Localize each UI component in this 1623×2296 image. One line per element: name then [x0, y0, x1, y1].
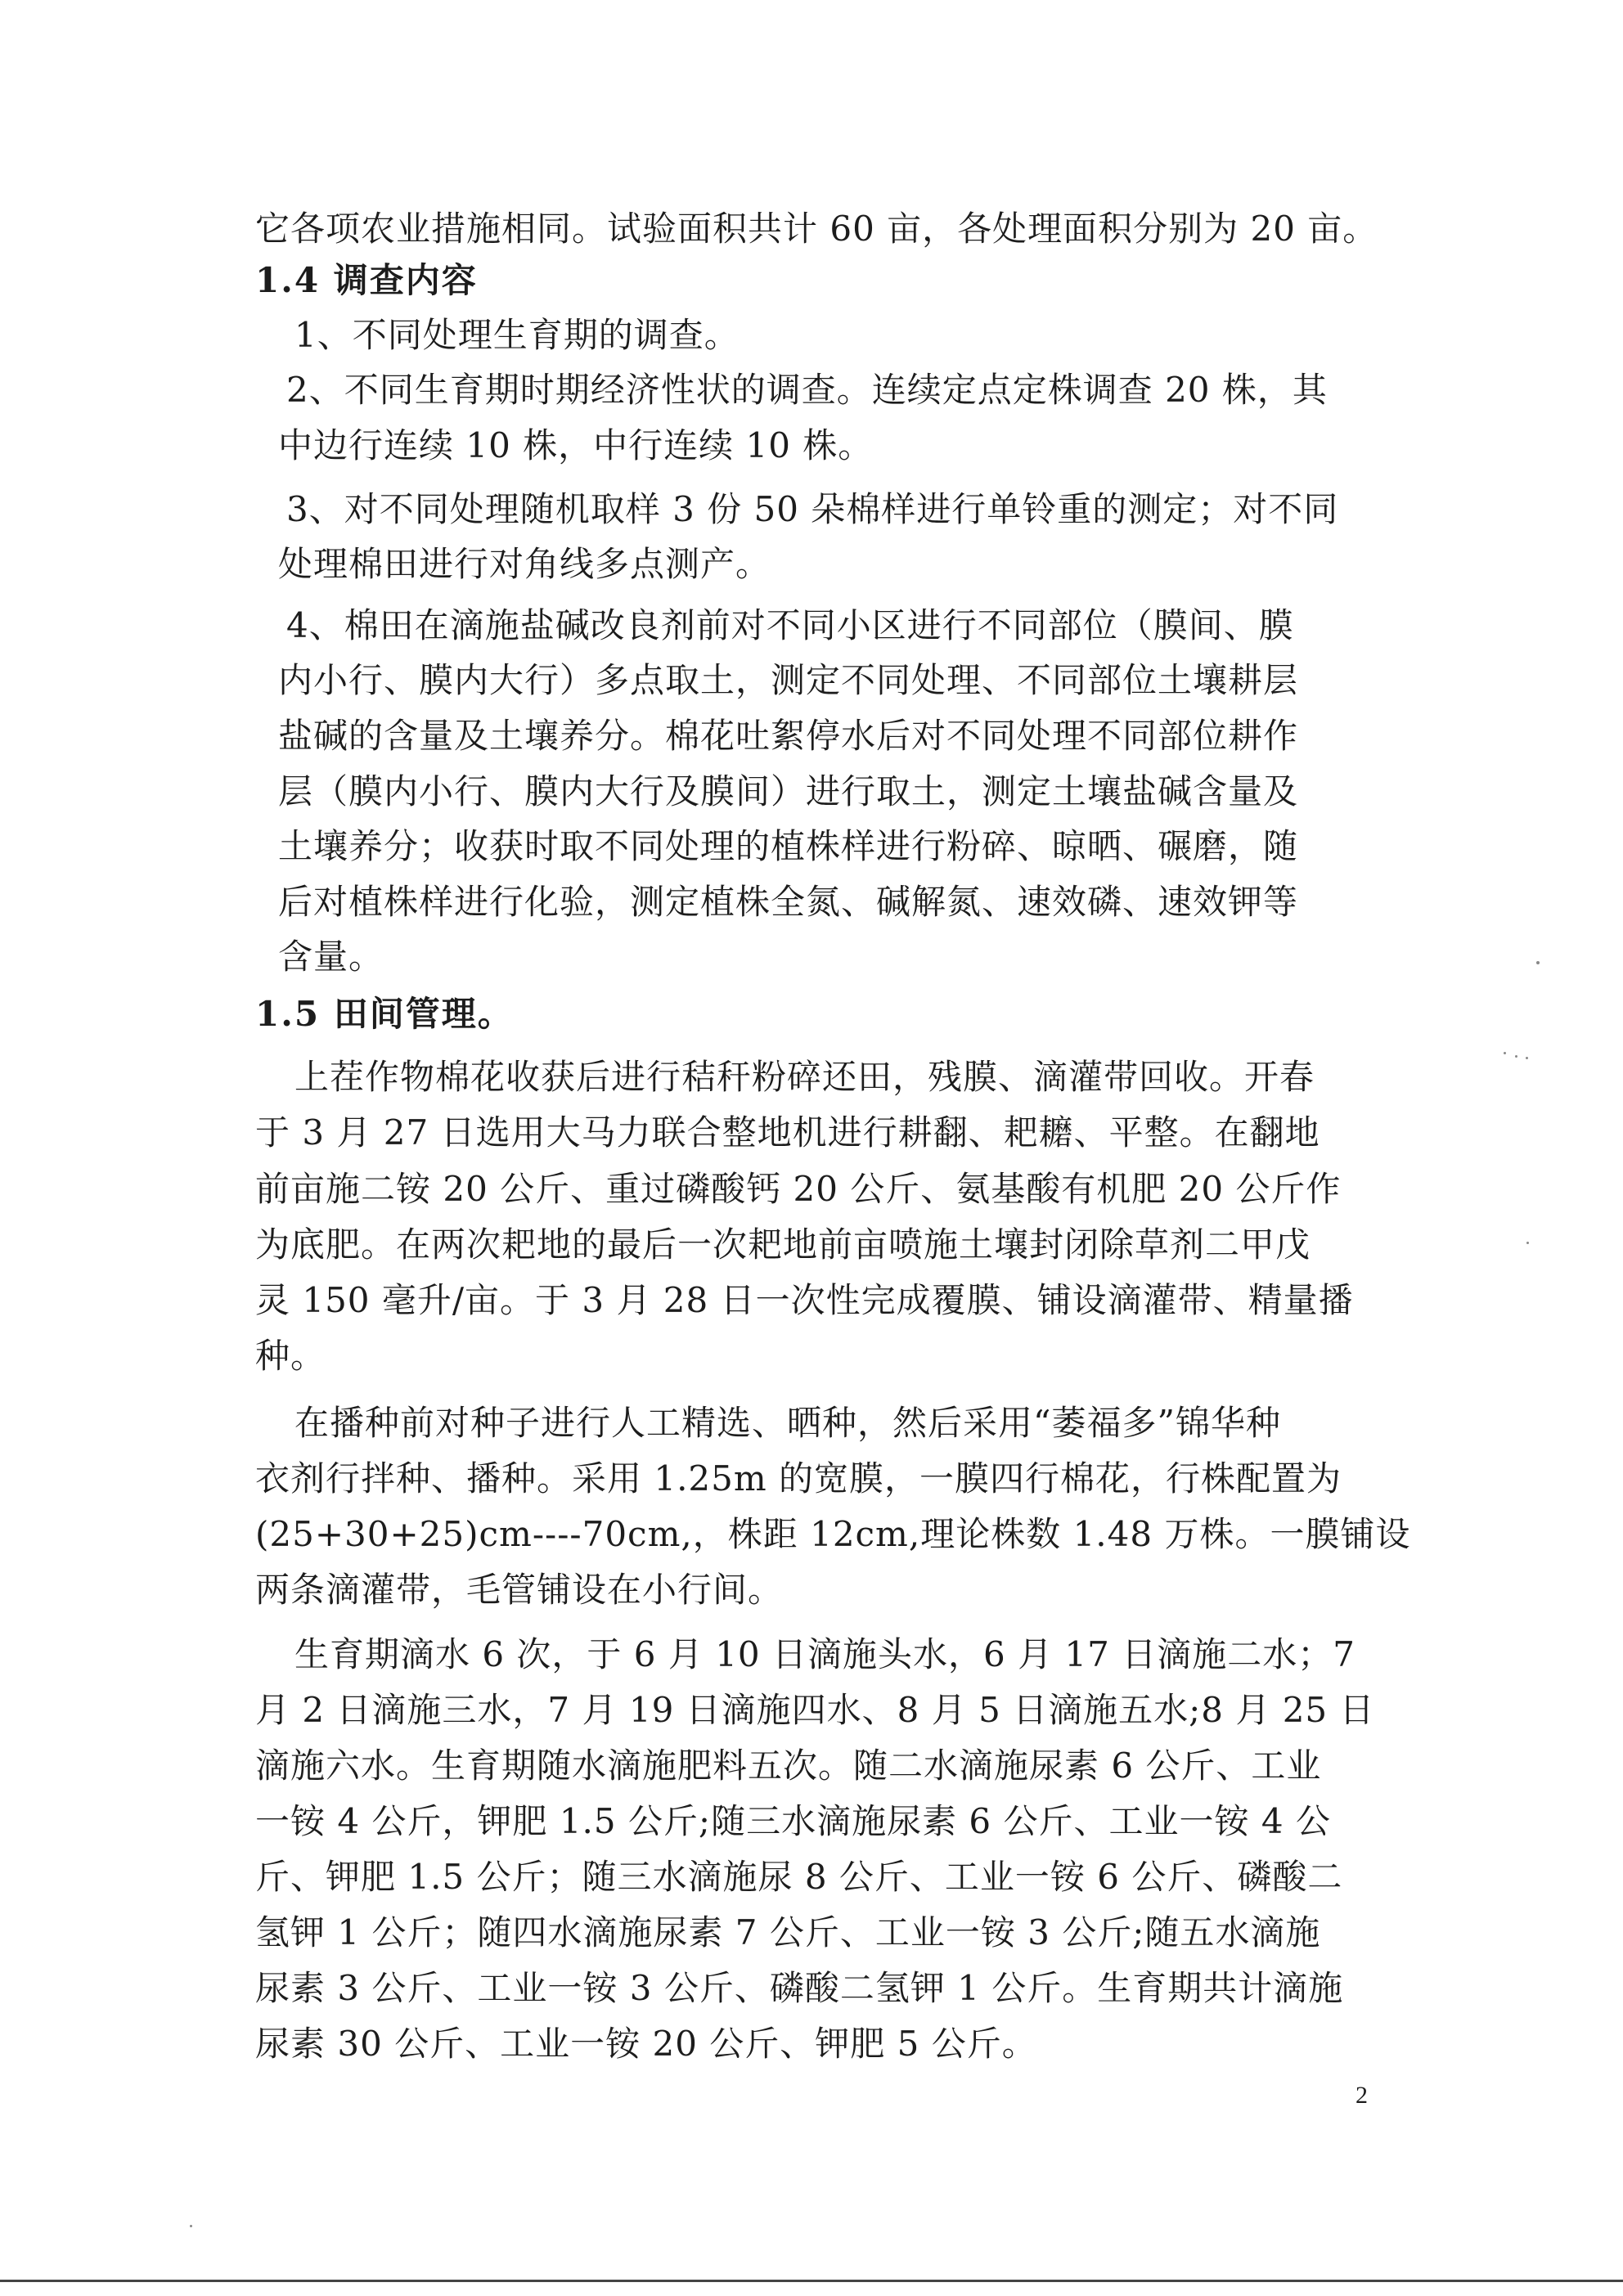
text-line: 氢钾 1 公斤；随四水滴施尿素 7 公斤、工业一铵 3 公斤;随五水滴施 [255, 1912, 1321, 1952]
list-item-2: 2、不同生育期时期经济性状的调查。连续定点定株调查 20 株，其 [286, 370, 1328, 410]
text-line: 中边行连续 10 株，中行连续 10 株。 [278, 425, 874, 465]
paragraph-line: 在播种前对种子进行人工精选、晒种，然后采用“萎福多”锦华种 [294, 1403, 1281, 1443]
scan-speck [1536, 961, 1540, 964]
scan-speck [1526, 1242, 1529, 1244]
text-line: 种。 [255, 1336, 326, 1376]
text-line: 滴施六水。生育期随水滴施肥料五次。随二水滴施尿素 6 公斤、工业 [255, 1746, 1322, 1786]
list-item-4: 4、棉田在滴施盐碱改良剂前对不同小区进行不同部位（膜间、膜 [286, 605, 1294, 645]
bottom-edge-rule [0, 2280, 1623, 2282]
text-line: 灵 150 毫升/亩。于 3 月 28 日一次性完成覆膜、铺设滴灌带、精量播 [255, 1280, 1354, 1320]
text-line: 层（膜内小行、膜内大行及膜间）进行取土，测定土壤盐碱含量及 [278, 771, 1299, 811]
paragraph-line: 生育期滴水 6 次，于 6 月 10 日滴施头水，6 月 17 日滴施二水；7 [294, 1634, 1355, 1674]
text-line: 后对植株样进行化验，测定植株全氮、碱解氮、速效磷、速效钾等 [278, 882, 1299, 922]
text-line: 月 2 日滴施三水，7 月 19 日滴施四水、8 月 5 日滴施五水;8 月 25 日 [255, 1690, 1375, 1730]
scan-speck [1504, 1052, 1506, 1054]
text-line: 衣剂行拌种、播种。采用 1.25m 的宽膜，一膜四行棉花，行株配置为 [255, 1458, 1342, 1498]
text-line: 尿素 30 公斤、工业一铵 20 公斤、钾肥 5 公斤。 [255, 2024, 1037, 2064]
text-line: 处理棉田进行对角线多点测产。 [278, 544, 771, 584]
paragraph-line: 上茬作物棉花收获后进行秸秆粉碎还田，残膜、滴灌带回收。开春 [294, 1057, 1315, 1097]
text-line: 内小行、膜内大行）多点取土，测定不同处理、不同部位土壤耕层 [278, 660, 1299, 700]
text-line: 为底肥。在两次耙地的最后一次耙地前亩喷施土壤封闭除草剂二甲戊 [255, 1224, 1311, 1265]
list-item-1: 1、不同处理生育期的调查。 [294, 315, 740, 355]
text-line: 斤、钾肥 1.5 公斤；随三水滴施尿 8 公斤、工业一铵 6 公斤、磷酸二 [255, 1857, 1343, 1897]
text-line: 两条滴灌带，毛管铺设在小行间。 [255, 1570, 784, 1610]
text-line: 于 3 月 27 日选用大马力联合整地机进行耕翻、耙耱、平整。在翻地 [255, 1112, 1320, 1152]
text-line: 前亩施二铵 20 公斤、重过磷酸钙 20 公斤、氨基酸有机肥 20 公斤作 [255, 1169, 1342, 1209]
text-line: 含量。 [278, 937, 384, 977]
text-line: 尿素 3 公斤、工业一铵 3 公斤、磷酸二氢钾 1 公斤。生育期共计滴施 [255, 1968, 1344, 2008]
text-line: 盐碱的含量及土壤养分。棉花吐絮停水后对不同处理不同部位耕作 [278, 716, 1299, 756]
list-item-3: 3、对不同处理随机取样 3 份 50 朵棉样进行单铃重的测定；对不同 [286, 489, 1339, 529]
text-line: 它各项农业措施相同。试验面积共计 60 亩，各处理面积分别为 20 亩。 [255, 209, 1378, 249]
page-number: 2 [1355, 2082, 1368, 2109]
scan-speck [1515, 1055, 1517, 1058]
section-heading-1-4: 1.4 调查内容 [255, 260, 478, 300]
text-line: (25+30+25)cm----70cm,，株距 12cm,理论株数 1.48 万株。一膜铺设 [255, 1514, 1411, 1554]
text-line: 一铵 4 公斤，钾肥 1.5 公斤;随三水滴施尿素 6 公斤、工业一铵 4 公 [255, 1801, 1331, 1841]
scan-speck [190, 2225, 192, 2227]
text-line: 土壤养分；收获时取不同处理的植株样进行粉碎、晾晒、碾磨，随 [278, 826, 1299, 866]
section-heading-1-5: 1.5 田间管理。 [255, 994, 514, 1034]
scan-speck [1526, 1057, 1528, 1059]
